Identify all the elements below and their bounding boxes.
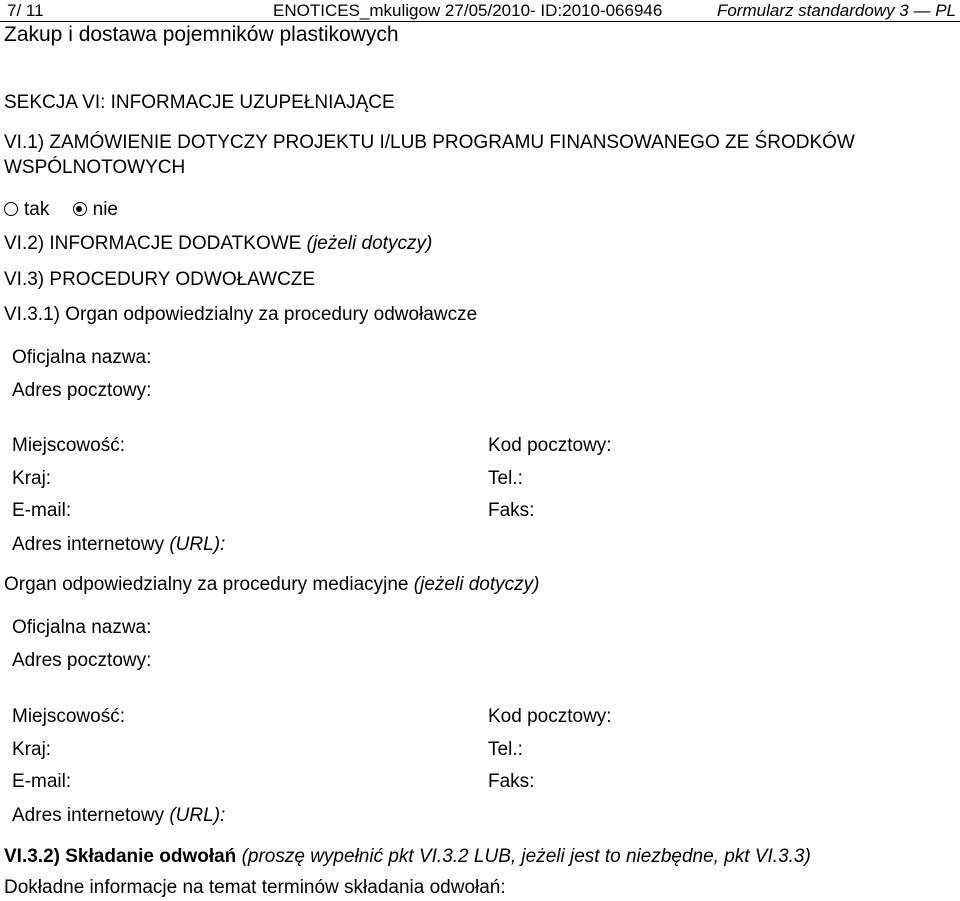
section-heading: SEKCJA VI: INFORMACJE UZUPEŁNIAJĄCE (4, 92, 395, 113)
document-title: Zakup i dostawa pojemników plastikowych (4, 23, 399, 46)
official-name-label-2: Oficjalna nazwa: (12, 617, 152, 638)
tel-label: Tel.: (488, 468, 523, 489)
vi1-options (4, 199, 136, 221)
vi2-heading: VI.2) INFORMACJE DODATKOWE (jeżeli dotyczy) (4, 233, 433, 254)
country-label: Kraj: (12, 468, 52, 489)
postal-address-label: Adres pocztowy: (12, 380, 152, 401)
radio-unchecked-icon[interactable] (4, 202, 18, 216)
vi31-heading: VI.3.1) Organ odpowiedzialny za procedury odwoławcze (4, 304, 478, 325)
form-name: Formularz standardowy 3 — PL (716, 1, 956, 20)
country-label-2: Kraj: (12, 739, 52, 760)
header-divider (0, 21, 960, 22)
option-nie[interactable]: nie (73, 199, 118, 220)
postcode-label: Kod pocztowy: (488, 435, 612, 456)
page-header (0, 0, 960, 22)
fax-label: Faks: (488, 500, 535, 521)
postal-address-label-2: Adres pocztowy: (12, 650, 152, 671)
vi32-heading: VI.3.2) Składanie odwołań (proszę wypełnić pkt VI.3.2 LUB, jeżeli jest to niezbędne, pkt VI.3.3) (4, 846, 811, 867)
vi1-heading-line2: WSPÓLNOTOWYCH (4, 157, 186, 178)
tel-label-2: Tel.: (488, 739, 523, 760)
email-label-2: E-mail: (12, 771, 72, 792)
notice-id: ENOTICES_mkuligow 27/05/2010- ID:2010-066946 (273, 1, 663, 20)
city-label: Miejscowość: (12, 435, 125, 456)
fax-label-2: Faks: (488, 771, 535, 792)
vi32-details: Dokładne informacje na temat terminów składania odwołań: (4, 877, 506, 898)
email-label: E-mail: (12, 500, 72, 521)
city-label-2: Miejscowość: (12, 706, 125, 727)
url-label: Adres internetowy (URL): (12, 534, 226, 555)
mediation-heading: Organ odpowiedzialny za procedury mediacyjne (jeżeli dotyczy) (4, 574, 540, 595)
postcode-label-2: Kod pocztowy: (488, 706, 612, 727)
option-tak[interactable]: tak (4, 199, 49, 220)
url-label-2: Adres internetowy (URL): (12, 805, 226, 826)
vi3-heading: VI.3) PROCEDURY ODWOŁAWCZE (4, 269, 316, 290)
official-name-label: Oficjalna nazwa: (12, 347, 152, 368)
radio-checked-icon[interactable] (73, 202, 87, 216)
vi1-heading-line1: VI.1) ZAMÓWIENIE DOTYCZY PROJEKTU I/LUB PROGRAMU FINANSOWANEGO ZE ŚRODKÓW (4, 132, 855, 153)
page-number: 7/ 11 (7, 1, 44, 20)
